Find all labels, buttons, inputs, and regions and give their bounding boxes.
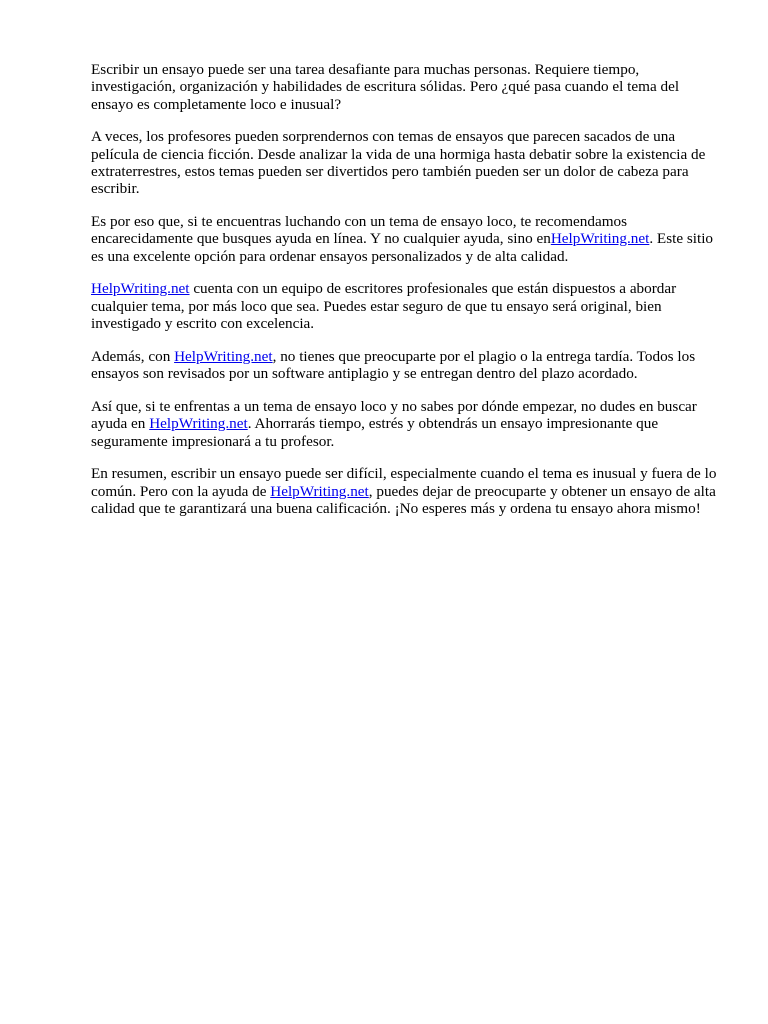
paragraph-get-help (91, 398, 721, 450)
helpwriting-link[interactable]: HelpWriting.net (174, 347, 273, 365)
paragraph-unusual-topics: A veces, los profesores pueden sorprendernos con temas de ensayos que parecen sacados de una película de ciencia ficción. Desde analizar la vida de una hormiga hasta debatir sobre la existencia de extraterrestres, estos temas pueden ser divertidos pero también pueden ser un dolor de cabeza para escribir. (91, 128, 706, 198)
document-body (91, 61, 721, 533)
paragraph-text-before-link: Además, con (91, 347, 175, 365)
helpwriting-link[interactable]: HelpWriting.net (270, 482, 369, 500)
paragraph-text-before-link: En resumen, escribir un ensayo puede ser difícil, especialmente cuando el tema es inusual y fuera de lo común. Pero con la ayuda de (91, 465, 717, 500)
paragraph-text-after-link: , no tienes que preocuparte por el plagio o la entrega tardía. Todos los ensayos son revisados por un software antiplagio y se entregan dentro del plazo acordado. (91, 347, 696, 383)
paragraph-text-after-link: . Este sitio es una excelente opción para ordenar ensayos personalizados y de alta calidad. (91, 230, 714, 265)
helpwriting-link[interactable]: HelpWriting.net (149, 415, 248, 433)
paragraph-recommendation (91, 213, 721, 265)
paragraph-summary (91, 465, 721, 517)
paragraph-writers-team (91, 280, 721, 332)
paragraph-text-after-link: . Ahorrarás tiempo, estrés y obtendrás un ensayo impresionante que seguramente impresionará a tu profesor. (91, 415, 659, 450)
paragraph-plagiarism (91, 348, 721, 383)
paragraph-text-after-link: cuenta con un equipo de escritores profesionales que están dispuestos a abordar cualquier tema, por más loco que sea. Puedes estar seguro de que tu ensayo será original, bien investigado y escrito con excelencia. (91, 280, 677, 333)
paragraph-text-before-link: Es por eso que, si te encuentras luchando con un tema de ensayo loco, te recomendamos encarecidamente que busques ayuda en línea. Y no cualquier ayuda, sino en (91, 213, 628, 248)
paragraph-text-after-link: , puedes dejar de preocuparte y obtener un ensayo de alta calidad que te garantizará una buena calificación. ¡No esperes más y ordena tu ensayo ahora mismo! (91, 482, 716, 517)
helpwriting-link[interactable]: HelpWriting.net (91, 280, 190, 298)
paragraph-text-before-link: Así que, si te enfrentas a un tema de ensayo loco y no sabes por dónde empezar, no dudes en buscar ayuda en (91, 397, 697, 433)
paragraph-intro: Escribir un ensayo puede ser una tarea desafiante para muchas personas. Requiere tiempo, investigación, organización y habilidades de escritura sólidas. Pero ¿qué pasa cuando el tema del ensayo es completamente loco e inusual? (91, 61, 680, 113)
helpwriting-link[interactable]: HelpWriting.net (550, 230, 650, 248)
